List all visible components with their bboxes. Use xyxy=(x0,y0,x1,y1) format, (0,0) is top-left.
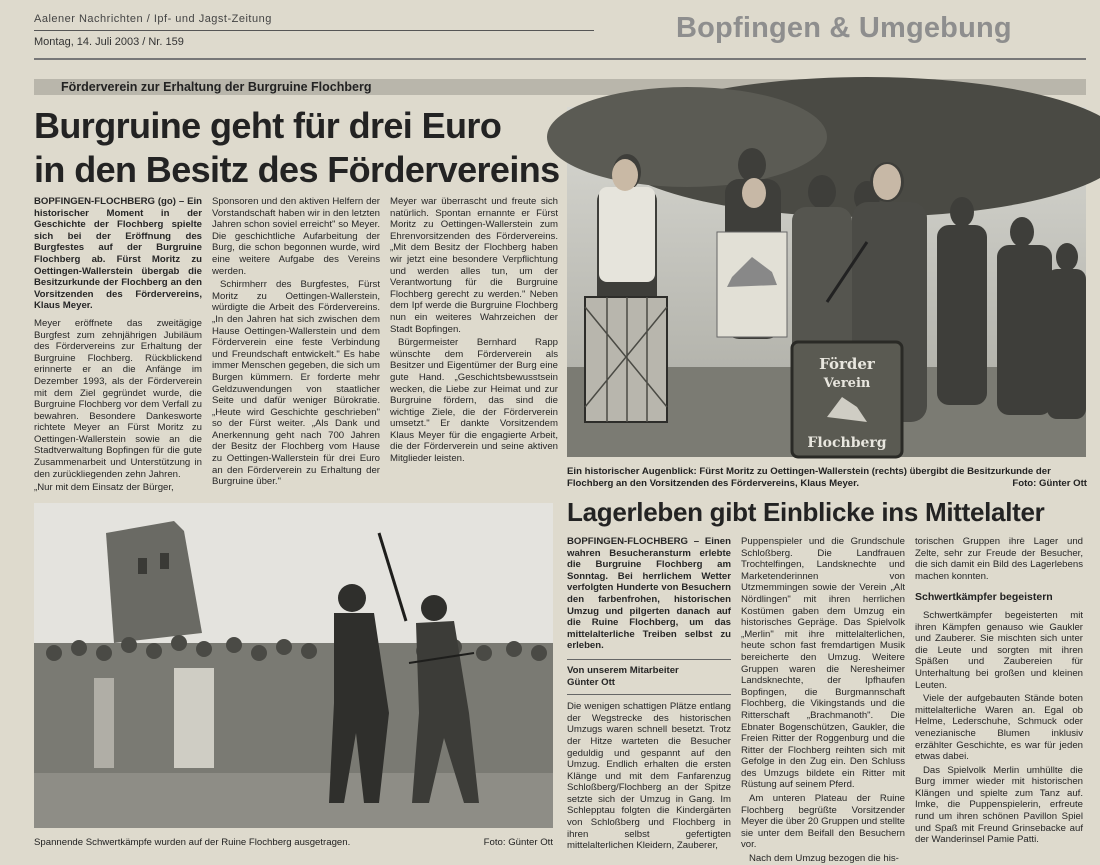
article1-paragraph: Schirmherr des Burgfestes, Fürst Moritz zu Oettingen-Wallerstein, würdigte die Arbeit des Fördervereins. „In den Jahren hat sich zwischen dem Hause Oettingen-Wallerstein und dem Förderverein eine feste Verbindung und Freundschaft entwickelt." Es habe immer Menschen gegeben, die sich um Burgen kümmern. Er forderte mehr Geldzuwendungen von staatlicher Seite und dafür weniger Bürokratie. „Heute wird Geschichte geschrieben" so der Fürst weiter. „Als Dank und Anerkennung geht nach 700 Jahren der Besitz der Flochberg vom Hause zu Oettingen-Wallerstein für drei Euro an den Förderverein zu Erhaltung der Burgruine über." xyxy=(212,279,380,488)
byline-author: Günter Ott xyxy=(567,676,615,688)
caption-text: Spannende Schwertkämpfe wurden auf der Ruine Flochberg ausgetragen. xyxy=(34,837,351,848)
article1-paragraph: „Nur mit dem Einsatz der Bürger, xyxy=(34,482,174,494)
section-title: Bopfingen & Umgebung xyxy=(676,12,1012,44)
sword-fight-photo-image xyxy=(34,503,553,828)
masthead-bottom-rule xyxy=(34,58,1086,60)
article2-column-2 xyxy=(741,536,905,865)
photo-credit: Foto: Günter Ott xyxy=(1012,478,1087,489)
article1-kicker: Förderverein zur Erhaltung der Burgruine Flochberg xyxy=(61,80,372,94)
article2-paragraph: Das Spielvolk Merlin umhüllte die Burg immer wieder mit historischen Klängen und spielte zum Tanz auf. Imke, die Puppenspielerin, erfreute rund um ihren schönen Pavillon Spiel und Spaß mit Freund Grinsebacke auf der Wanderinsel Pamie Patti. xyxy=(915,764,1083,846)
article2-column-1 xyxy=(567,536,731,856)
article2-subhead: Schwertkämpfer begeistern xyxy=(915,591,1053,604)
photo-credit: Foto: Günter Ott xyxy=(483,837,553,848)
byline-rule xyxy=(567,659,731,660)
newspaper-name: Aalener Nachrichten / Ipf- und Jagst-Zeitung xyxy=(34,13,272,25)
article2-headline: Lagerleben gibt Einblicke ins Mittelalter xyxy=(567,497,1045,527)
byline-rule xyxy=(567,694,731,695)
masthead-rule xyxy=(34,30,594,31)
article2-paragraph: Viele der aufgebauten Stände boten mittelalterliche Waren an. Egal ob Helme, Lederschuhe, Schmuck oder venezianische Blumen inklusiv erzählter Geschichte, es war für jeden etwas dabei. xyxy=(915,693,1083,763)
article2-paragraph: Puppenspieler und die Grundschule Schloßberg. Die Landfrauen Trochtelfingen, Landsknechte und Marketenderinnen von Utzmemmingen sowie der Verein „Alt Nördlingen" mit ihren herrlichen Kostümen gaben dem Umzug ein historisches Gepräge. Das Spielvolk „Merlin" mit ihre mittelalterlichen, heute schon fast fremdartigen Musik bereicherte den Umzug. Weitere Gruppen waren die Neresheimer Landsknechte, der Ipfhaufen Bopfingen, die Burgmannschaft Flochberg, die Vikingstands und die Ritterschaft „Brachmanoth". Die Ebnater Bogenschützen, Gaukler, die Freien Ritter der Roggenburg und die Ritter der Flochberg reihten sich mit Gefolge in den Zug ein. Den Schluss des Umzugs bildete ein Ritter mit Rüstung auf seinem Pferd. xyxy=(741,536,905,791)
article2-paragraph: Am unteren Plateau der Ruine Flochberg begrüßte Vorsitzender Meyer die über 20 Gruppen und stellte sie unter dem Beifall den Besuchern vor. xyxy=(741,793,905,851)
sign-text-1: Förder xyxy=(819,355,875,373)
sword-fight-caption xyxy=(34,837,553,849)
article1-column-3 xyxy=(390,196,558,496)
headline-line2: in den Besitz des Fördervereins xyxy=(34,149,560,190)
article1-column-2 xyxy=(212,196,380,496)
article1-paragraph: Meyer war überrascht und freute sich natürlich. Spontan ernannte er Fürst Moritz zu Oettingen-Wallerstein zum Ehrenvorsitzenden des Fördervereins. „Mit dem Besitz der Flochberg haben wir jetzt eine besondere Verpflichtung und werden alles tun, um der Verantwortung für die Burgruine Flochberg gerecht zu werden." Neben dem Ipf werde die Burgruine Flochberg nun ein weiteres Wahrzeichen der Stadt Bopfingen. xyxy=(390,196,558,335)
ceremony-photo xyxy=(567,107,1086,457)
sign-text-3: Flochberg xyxy=(807,435,887,451)
article2-paragraph: Nach dem Umzug bezogen die his- xyxy=(749,853,899,865)
article2-lead: BOPFINGEN-FLOCHBERG – Einen wahren Besucheransturm erlebte die Burgruine Flochberg am Sonntag. Bei herrlichem Wetter verfolgten Hunderte von Besuchern den farbenfrohen, historischen Umzug und pilgerten danach auf die Ruine Flochberg, um das mittelalterliche Treiben selbst zu erleben. xyxy=(567,536,731,652)
ceremony-photo-caption xyxy=(567,466,1087,490)
ceremony-photo-image xyxy=(567,107,1086,457)
article1-paragraph: Bürgermeister Bernhard Rapp wünschte dem Förderverein als Besitzer und Eigentümer der Burg eine gute Hand. „Geschichtsbewusstsein wecken, die Liebe zur Heimat und zur Burgruine fördern, das sind die wichtige Ziele, die der Förderverein umsetzt." Er dankte Vorsitzendem Klaus Meyer für die engagierte Arbeit, die der Förderverein und seine aktiven Mitglieder leisten. xyxy=(390,337,558,465)
article1-headline xyxy=(34,104,574,192)
sword-fight-photo xyxy=(34,503,553,828)
article1-lead: BOPFINGEN-FLOCHBERG (go) – Ein historischer Moment in der Geschichte der Flochberg spielte sich bei der Eröffnung des Burgfestes auf der Burgruine Flochberg ab. Fürst Moritz zu Oettingen-Wallerstein übergab die Besitzurkunde der Flochberg an den Vorsitzenden des Fördervereins, Klaus Meyer. xyxy=(34,196,202,312)
article2-paragraph: torischen Gruppen ihre Lager und Zelte, sehr zur Freude der Besucher, die sich damit ein Bild des Lagerlebens machen konnten. xyxy=(915,536,1083,582)
byline-prefix: Von unserem Mitarbeiter xyxy=(567,664,679,676)
article2-column-3 xyxy=(915,536,1083,856)
headline-line1: Burgruine geht für drei Euro xyxy=(34,105,502,146)
article2-paragraph: Schwertkämpfer begeisterten mit ihren Kämpfen genauso wie Gaukler und Zauberer. Sie mischten sich unter die Leute und sorgten mit ihren Späßen und Zaubereien für Unterhaltung bei großen und kleinen Leuten. xyxy=(915,609,1083,691)
sign-text-2: Verein xyxy=(823,376,871,391)
article2-paragraph: Die wenigen schattigen Plätze entlang der Wegstrecke des historischen Umzugs waren schnell besetzt. Trotz der Hitze warteten die Besucher geduldig und gespannt auf den Umzug. Endlich erhalten die ersten Klänge und mit dem Fanfarenzug Schloßberg/Flochberg an der Spitze setzte sich der Umzug in Gang. Im Schlepptau folgten die Kindergärten von Schloßberg und Flochberg in ihren selbst gefertigten mittelalterlichen Kleidern, Zauberer, xyxy=(567,701,731,852)
caption-text: Ein historischer Augenblick: Fürst Moritz zu Oettingen-Wallerstein (rechts) übergibt die Besitzurkunde der Flochberg an den Vorsitzenden des Fördervereins, Klaus Meyer. xyxy=(567,466,1051,489)
issue-date: Montag, 14. Juli 2003 / Nr. 159 xyxy=(34,36,184,48)
article1-paragraph: Sponsoren und den aktiven Helfern der Vorstandschaft haben wir in den letzten Jahren schon soviel erreicht" so Meyer. Die geschichtliche Aufarbeitung der Burg, die schon begonnen wurde, wird eine weitere Aufgabe des Vereins werden. xyxy=(212,196,380,277)
article1-paragraph: Meyer eröffnete das zweitägige Burgfest zum zehnjährigen Jubiläum des Fördervereins zur Erhaltung der Burgruine Flochberg. Rückblickend erinnerte er an die Anfänge im Dezember 1993, als der Förderverein mit dem Ziel gegründet wurde, die Burgruine Flochberg vor dem Verfall zu bewahren. Besondere Dankesworte richtete Meyer an Fürst Moritz zu Oettingen-Wallerstein sowie an die Stadtverwaltung Bopfingen für die gute Zusammenarbeit und Unterstützung in den zurückliegenden zehn Jahren. xyxy=(34,317,202,480)
article1-column-1 xyxy=(34,196,202,496)
